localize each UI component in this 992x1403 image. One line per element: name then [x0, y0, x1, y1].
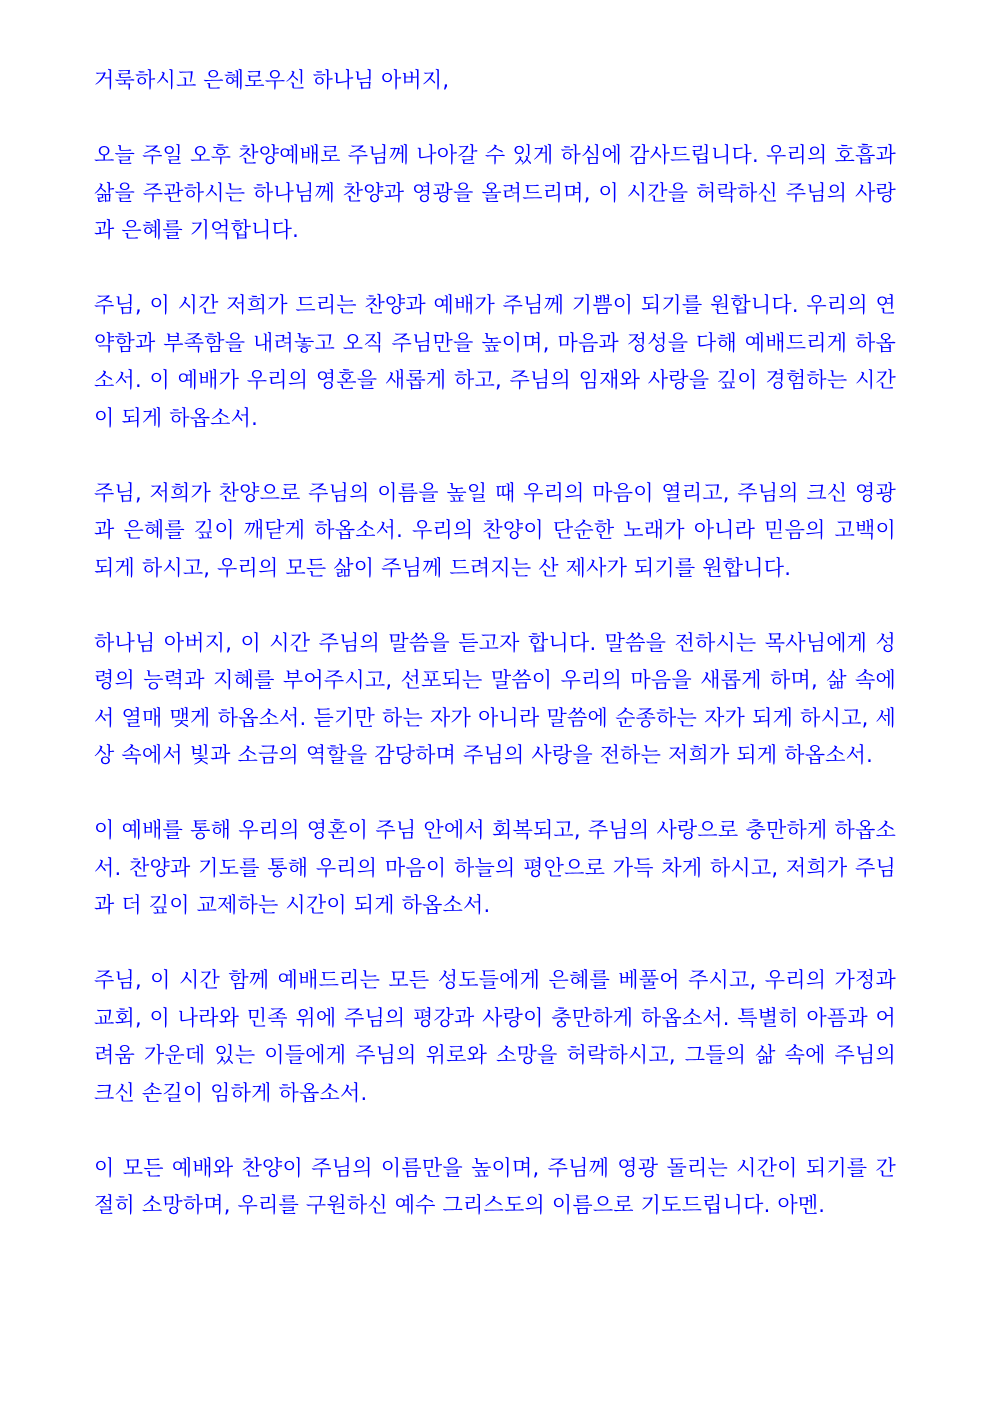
paragraph-restoration: 이 예배를 통해 우리의 영혼이 주님 안에서 회복되고, 주님의 사랑으로 충만하게 하옵소서. 찬양과 기도를 통해 우리의 마음이 하늘의 평안으로 가득 차게 하시고, 저희가 주님과 더 깊이 교제하는 시간이 되게 하옵소서. — [94, 818, 896, 917]
prayer-document — [94, 62, 896, 1225]
paragraph-closing: 이 모든 예배와 찬양이 주님의 이름만을 높이며, 주님께 영광 돌리는 시간이 되기를 간절히 소망하며, 우리를 구원하신 예수 그리스도의 이름으로 기도드립니다. 아멘. — [94, 1155, 896, 1217]
paragraph-word: 하나님 아버지, 이 시간 주님의 말씀을 듣고자 합니다. 말씀을 전하시는 목사님에게 성령의 능력과 지혜를 부어주시고, 선포되는 말씀이 우리의 마음을 새롭게 하며, 삶 속에서 열매 맺게 하옵소서. 듣기만 하는 자가 아니라 말씀에 순종하는 자가 되게 하시고, 세상 속에서 빛과 소금의 역할을 감당하며 주님의 사랑을 전하는 저희가 되게 하옵소서. — [94, 630, 896, 767]
paragraph-thanksgiving: 오늘 주일 오후 찬양예배로 주님께 나아갈 수 있게 하심에 감사드립니다. 우리의 호흡과 삶을 주관하시는 하나님께 찬양과 영광을 올려드리며, 이 시간을 허락하신 주님의 사랑과 은혜를 기억합니다. — [94, 143, 896, 242]
paragraph-worship: 주님, 이 시간 저희가 드리는 찬양과 예배가 주님께 기쁨이 되기를 원합니다. 우리의 연약함과 부족함을 내려놓고 오직 주님만을 높이며, 마음과 정성을 다해 예배드리게 하옵소서. 이 예배가 우리의 영혼을 새롭게 하고, 주님의 임재와 사랑을 깊이 경험하는 시간이 되게 하옵소서. — [94, 293, 896, 430]
opening-line: 거룩하시고 은혜로우신 하나님 아버지, — [94, 68, 450, 92]
paragraph-praise: 주님, 저희가 찬양으로 주님의 이름을 높일 때 우리의 마음이 열리고, 주님의 크신 영광과 은혜를 깊이 깨닫게 하옵소서. 우리의 찬양이 단순한 노래가 아니라 믿음의 고백이 되게 하시고, 우리의 모든 삶이 주님께 드려지는 산 제사가 되기를 원합니다. — [94, 480, 896, 580]
paragraph-intercession: 주님, 이 시간 함께 예배드리는 모든 성도들에게 은혜를 베풀어 주시고, 우리의 가정과 교회, 이 나라와 민족 위에 주님의 평강과 사랑이 충만하게 하옵소서. 특별히 아픔과 어려움 가운데 있는 이들에게 주님의 위로와 소망을 허락하시고, 그들의 삶 속에 주님의 크신 손길이 임하게 하옵소서. — [94, 968, 896, 1105]
